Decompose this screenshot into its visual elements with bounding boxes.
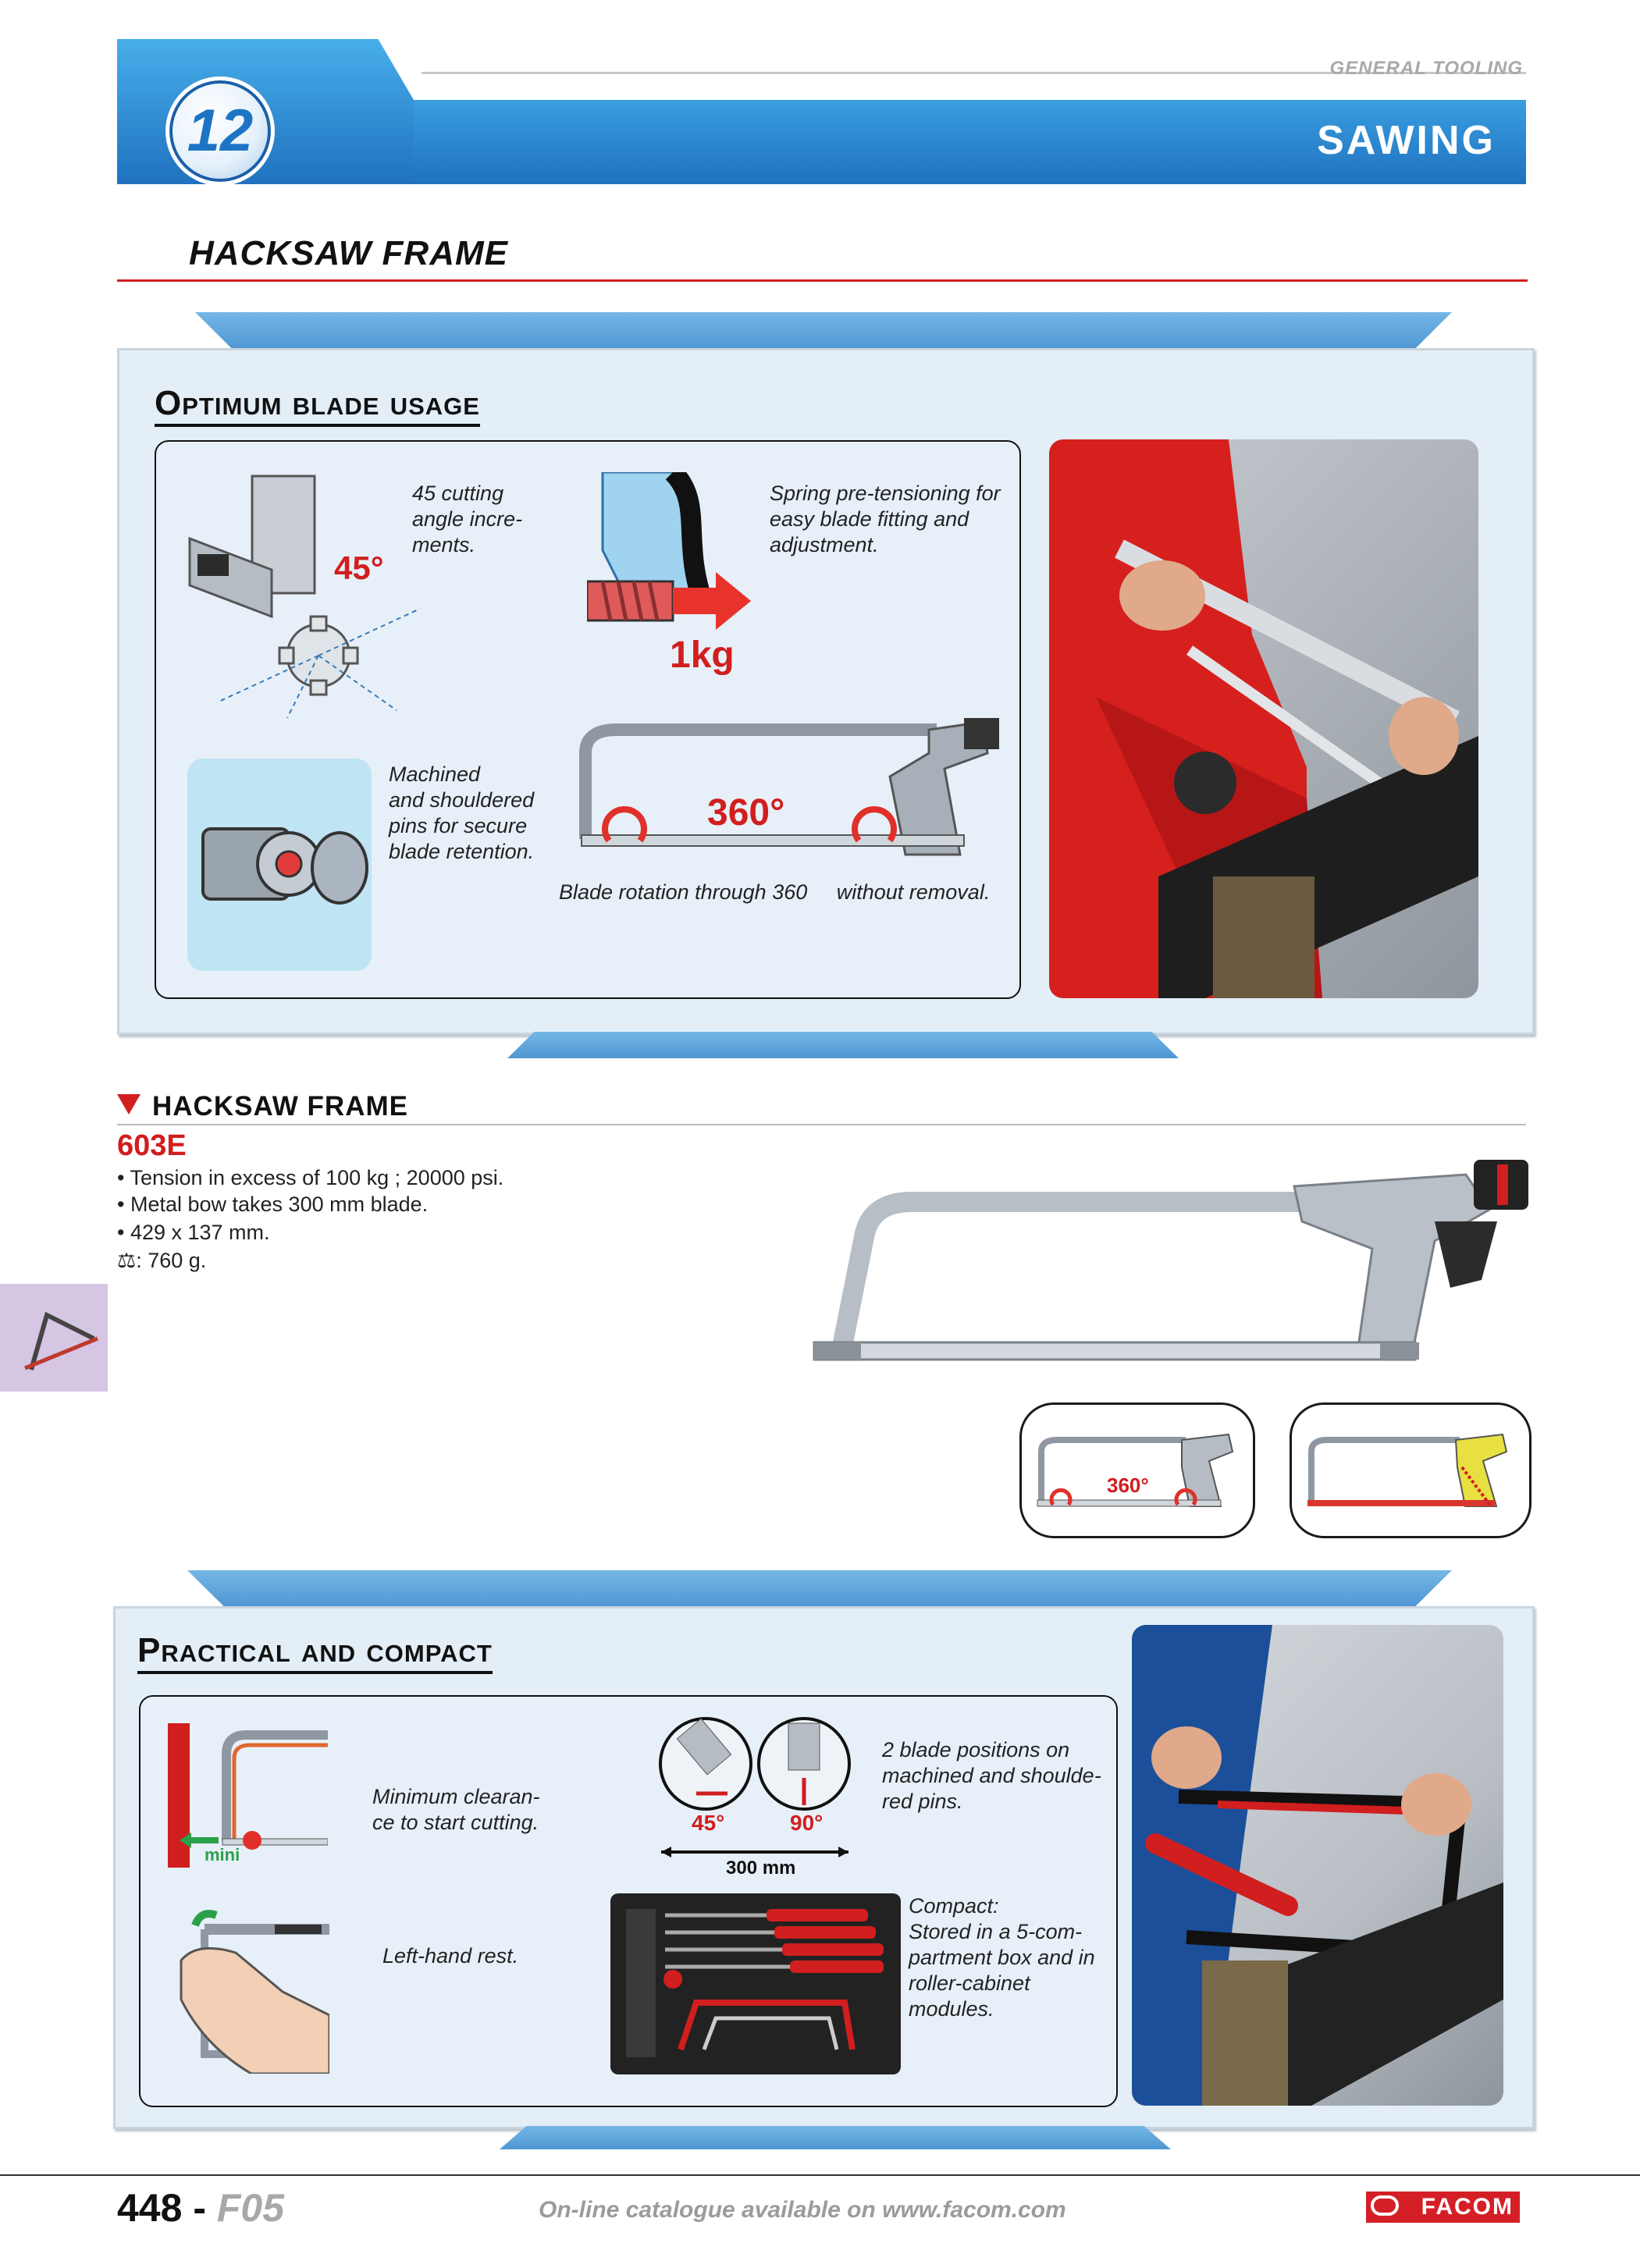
chapter-number: 12 [187, 98, 254, 164]
section-title: SAWING [1317, 118, 1496, 163]
mini-clearance-label: mini [205, 1845, 240, 1865]
blade-rotation-illustration [562, 706, 1007, 874]
clearance-note: Minimum clearan- ce to start cutting. [372, 1785, 540, 1834]
product-heading: HACKSAW FRAME [152, 1091, 408, 1122]
clearance-illustration [168, 1723, 328, 1868]
header-category: GENERAL TOOLING [1329, 58, 1523, 79]
rest-note: Left-hand rest. [382, 1944, 519, 1968]
panel-bottom-bar [507, 1032, 1179, 1058]
product-rule [117, 1124, 1526, 1125]
facom-logo: FACOM [1366, 2192, 1520, 2223]
spec-line: • Tension in excess of 100 kg ; 20000 psi. [117, 1166, 504, 1189]
practical-heading: Practical and compact [137, 1631, 493, 1670]
sawing-photo-blue-jacket [1132, 1625, 1503, 2106]
page-title: HACKSAW FRAME [189, 234, 508, 272]
facom-logo-mark-icon [1371, 2195, 1399, 2216]
angle-note: 45 cutting angle incre- ments. [412, 482, 523, 556]
catalogue-link-text: On-line catalogue available on www.facom.com [539, 2197, 1066, 2223]
angle-45-label: 45° [334, 549, 384, 586]
side-hacksaw-tab [0, 1284, 108, 1392]
mini-360-label: 360° [1107, 1473, 1149, 1497]
blade-length-label: 300 mm [723, 1857, 799, 1879]
rotation-360-label: 360° [707, 792, 785, 834]
spec-line: • 429 x 137 mm. [117, 1221, 270, 1244]
panel-top-bar [195, 312, 1452, 350]
page-number: 448 - F05 [117, 2186, 285, 2230]
blade-positions-illustration [657, 1715, 852, 1879]
optimum-heading: Optimum blade usage [155, 384, 480, 423]
title-rule [117, 279, 1528, 282]
compact-note: Compact: Stored in a 5-com- partment box and in roller-cabinet modules. [909, 1894, 1095, 2021]
compact-storage-illustration [610, 1893, 901, 2074]
angle-45-label-b: 45° [692, 1811, 725, 1835]
rotation-note: Blade rotation through 360 without removal. [559, 880, 991, 904]
product-marker-icon [117, 1094, 141, 1114]
pins-illustration [187, 759, 372, 971]
pins-note: Machined and shouldered pins for secure blade retention. [389, 763, 535, 863]
positions-note: 2 blade positions on machined and shoulde- red pins. [882, 1738, 1101, 1813]
left-hand-rest-illustration [173, 1906, 329, 2074]
tension-mini-card [1290, 1402, 1531, 1538]
sawing-photo-red-jacket [1049, 439, 1478, 998]
cutting-angle-illustration [186, 468, 420, 718]
spec-line: ⚖: 760 g. [117, 1249, 207, 1272]
product-reference: 603E [117, 1129, 187, 1162]
spring-note: Spring pre-tensioning for easy blade fitting and adjustment. [770, 482, 1001, 556]
angle-90-label: 90° [790, 1811, 824, 1835]
rotation-mini-card [1019, 1402, 1255, 1538]
panel2-top-bar [187, 1570, 1452, 1608]
spring-1kg-label: 1kg [670, 635, 735, 676]
hacksaw-product-image [795, 1147, 1536, 1381]
panel2-bottom-bar [500, 2126, 1171, 2149]
spec-line: • Metal bow takes 300 mm blade. [117, 1193, 429, 1216]
footer-rule [0, 2174, 1640, 2176]
page-ref: F05 [216, 2186, 285, 2230]
